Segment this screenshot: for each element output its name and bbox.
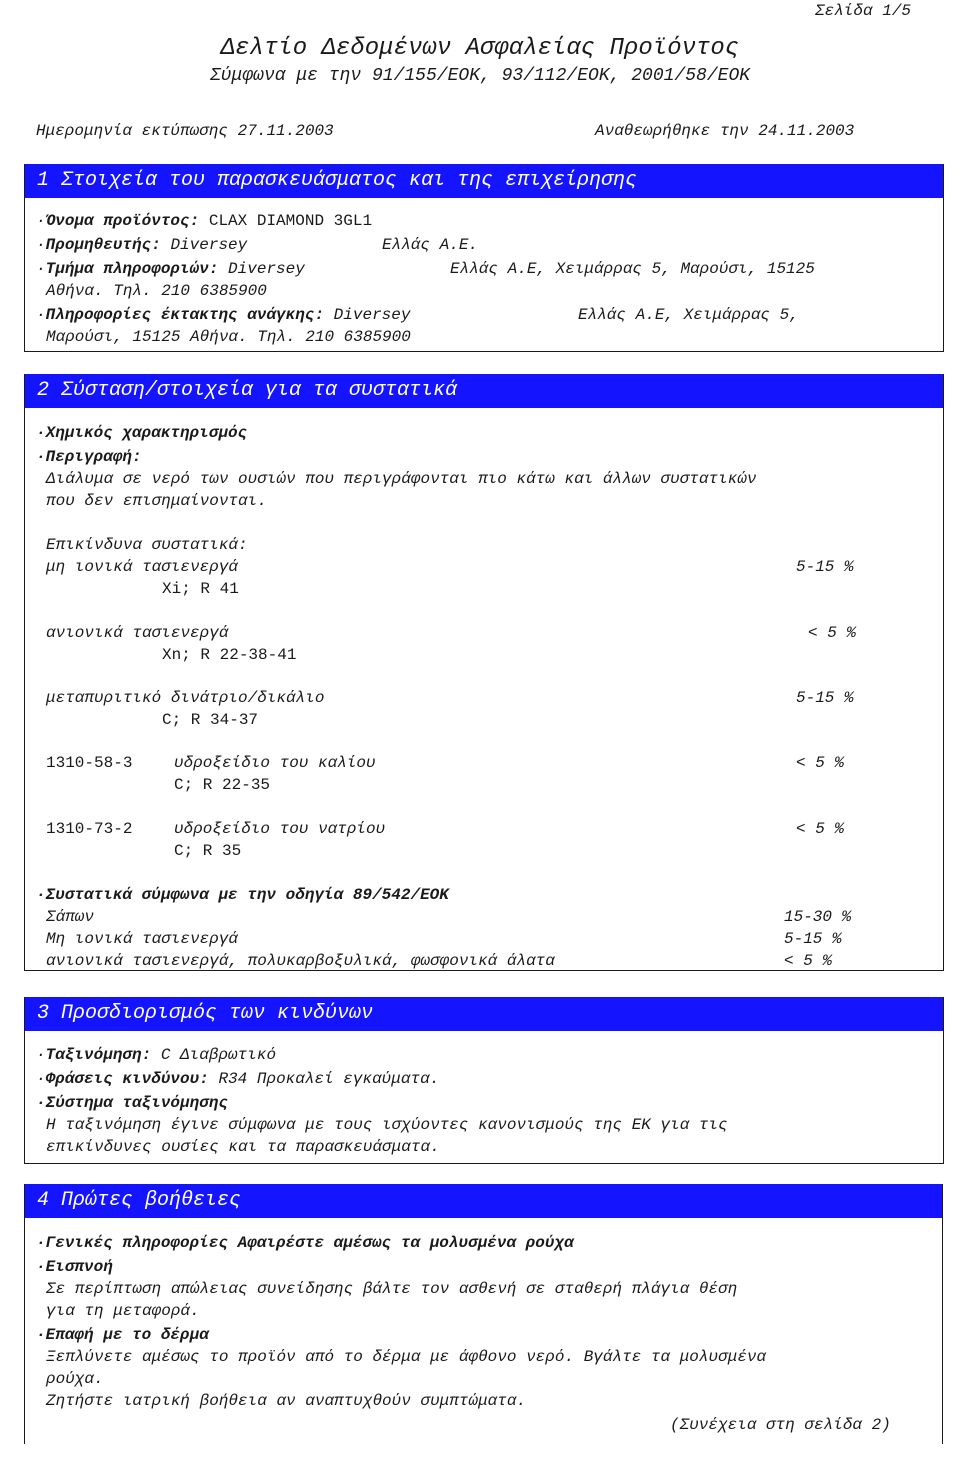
classification-system-line-1: Η ταξινόμηση έγινε σύμφωνα με τους ισχύοντες κανονισμούς της ΕΚ για τις	[46, 1116, 728, 1134]
product-name-row: ·Όνομα προϊόντος: CLAX DIAMOND 3GL1	[36, 212, 373, 230]
ingredient-name: μη ιονικά τασιενεργά	[46, 558, 239, 576]
ingredient-concentration: < 5 %	[808, 624, 857, 642]
supplier-row: ·Προμηθευτής: Diversey	[36, 236, 248, 254]
supplier-value-2: Ελλάς Α.Ε.	[382, 236, 479, 254]
skin-contact-label: ·Επαφή με το δέρμα	[36, 1326, 209, 1344]
description-line-1: Διάλυμα σε νερό των ουσιών που περιγράφονται πιο κάτω και άλλων συστατικών	[46, 470, 757, 488]
ingredient-concentration: < 5 %	[796, 820, 845, 838]
ingredient-classification: Xn; R 22-38-41	[162, 646, 297, 664]
inhalation-label: ·Εισπνοή	[36, 1258, 113, 1276]
general-info-row: ·Γενικές πληροφορίες Αφαιρέστε αμέσως τα μολυσμένα ρούχα	[36, 1234, 574, 1252]
directive-item-concentration: 5-15 %	[784, 930, 842, 948]
print-date: Ημερομηνία εκτύπωσης 27.11.2003	[36, 122, 334, 140]
emergency-row: ·Πληροφορίες έκτακτης ανάγκης: Diversey	[36, 306, 411, 324]
ingredient-concentration: < 5 %	[796, 754, 845, 772]
section-2-header: 2 Σύσταση/στοιχεία για τα συστατικά	[25, 374, 943, 408]
ingredient-cas: 1310-73-2	[46, 820, 133, 838]
directive-item-concentration: < 5 %	[784, 952, 833, 970]
section-2-box	[24, 374, 944, 971]
description-label: ·Περιγραφή:	[36, 448, 142, 466]
chemical-characterization-label: ·Χημικός χαρακτηρισμός	[36, 424, 248, 442]
section-3-header: 3 Προσδιορισμός των κινδύνων	[25, 997, 943, 1031]
section-4-header: 4 Πρώτες βοήθειες	[25, 1184, 943, 1218]
ingredient-concentration: 5-15 %	[796, 558, 854, 576]
document-title: Δελτίο Δεδομένων Ασφαλείας Προϊόντος	[220, 35, 740, 62]
classification-system-label: ·Σύστημα ταξινόμησης	[36, 1094, 229, 1112]
ingredient-cas: 1310-58-3	[46, 754, 133, 772]
document-subtitle: Σύμφωνα με την 91/155/ΕΟΚ, 93/112/ΕΟΚ, 2001/58/ΕΟΚ	[209, 66, 751, 86]
skin-contact-line-3: Ζητήστε ιατρική βοήθεια αν αναπτυχθούν συμπτώματα.	[46, 1392, 527, 1410]
section-4-left-border	[24, 1184, 25, 1444]
info-dept-value-3: Αθήνα. Τηλ. 210 6385900	[46, 282, 267, 300]
inhalation-line-2: για τη μεταφορά.	[46, 1302, 200, 1320]
risk-phrases-row: ·Φράσεις κινδύνου: R34 Προκαλεί εγκαύματα.	[36, 1070, 440, 1088]
ingredient-name: μεταπυριτικό δινάτριο/δικάλιο	[46, 689, 325, 707]
ingredient-classification: C; R 35	[174, 842, 242, 860]
section-1-header: 1 Στοιχεία του παρασκευάσματος και της επιχείρησης	[25, 164, 943, 198]
directive-item-name: Σάπων	[46, 908, 95, 926]
emergency-value-3: Μαρούσι, 15125 Αθήνα. Τηλ. 210 6385900	[46, 328, 411, 346]
skin-contact-line-1: Ξεπλύνετε αμέσως το προϊόν από το δέρμα με άφθονο νερό. Βγάλτε τα μολυσμένα	[46, 1348, 767, 1366]
directive-label: ·Συστατικά σύμφωνα με την οδηγία 89/542/ΕΟΚ	[36, 886, 449, 904]
ingredient-name: υδροξείδιο του νατρίου	[174, 820, 386, 838]
info-dept-row: ·Τμήμα πληροφοριών: Diversey	[36, 260, 305, 278]
emergency-value-2: Ελλάς Α.Ε, Χειμάρρας 5,	[578, 306, 799, 324]
page-number: Σελίδα 1/5	[815, 2, 912, 20]
continuation-note: (Συνέχεια στη σελίδα 2)	[670, 1416, 891, 1434]
description-line-2: που δεν επισημαίνονται.	[46, 492, 267, 510]
hazardous-title: Επικίνδυνα συστατικά:	[46, 536, 248, 554]
ingredient-classification: Xi; R 41	[162, 580, 239, 598]
directive-item-concentration: 15-30 %	[784, 908, 852, 926]
classification-system-line-2: επικίνδυνες ουσίες και τα παρασκευάσματα.	[46, 1138, 440, 1156]
info-dept-value-2: Ελλάς Α.Ε, Χειμάρρας 5, Μαρούσι, 15125	[450, 260, 815, 278]
skin-contact-line-2: ρούχα.	[46, 1370, 104, 1388]
directive-item-name: Μη ιονικά τασιενεργά	[46, 930, 239, 948]
classification-row: ·Ταξινόμηση: C Διαβρωτικό	[36, 1046, 277, 1064]
ingredient-classification: C; R 34-37	[162, 711, 259, 729]
directive-item-name: ανιονικά τασιενεργά, πολυκαρβοξυλικά, φωσφονικά άλατα	[46, 952, 555, 970]
ingredient-name: ανιονικά τασιενεργά	[46, 624, 229, 642]
ingredient-classification: C; R 22-35	[174, 776, 271, 794]
inhalation-line-1: Σε περίπτωση απώλειας συνείδησης βάλτε τον ασθενή σε σταθερή πλάγια θέση	[46, 1280, 738, 1298]
section-4-right-border	[942, 1184, 943, 1444]
revised-date: Αναθεωρήθηκε την 24.11.2003	[595, 122, 855, 140]
ingredient-name: υδροξείδιο του καλίου	[174, 754, 376, 772]
ingredient-concentration: 5-15 %	[796, 689, 854, 707]
